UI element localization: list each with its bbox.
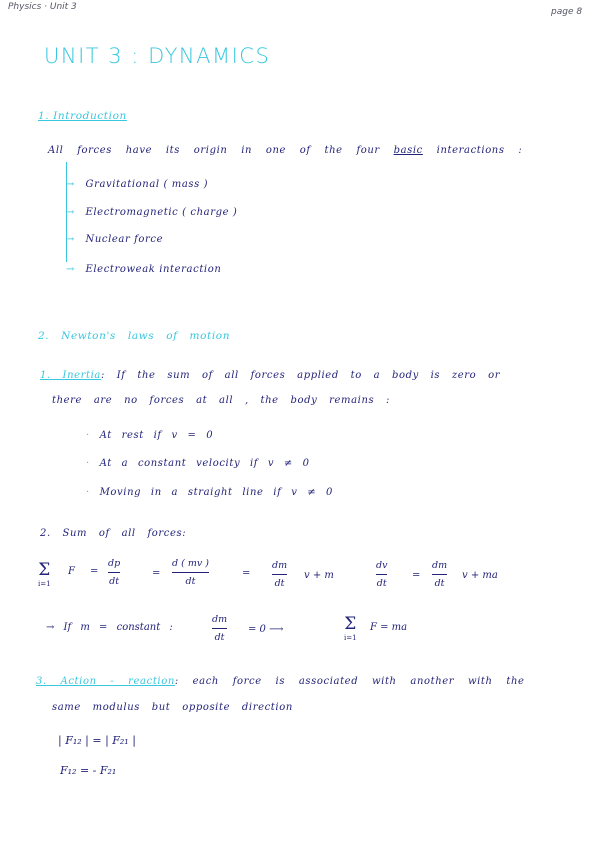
section-introduction-heading: 1. Introduction — [38, 110, 127, 122]
term-v-plus-m: v + m — [304, 570, 334, 581]
sigma-sum — [38, 560, 51, 588]
arrow-right-icon: → — [66, 207, 75, 218]
sigma-icon: Σ — [344, 614, 357, 634]
if-m-constant: → If m = constant : — [46, 622, 173, 633]
action-reaction-line-1 — [36, 676, 525, 687]
equals-zero-arrow: = 0 ⟶ — [248, 624, 284, 635]
fraction-numerator: d ( mv ) — [172, 558, 209, 569]
inertia-text-1: : If the sum of all forces applied to a body is zero or — [101, 370, 501, 381]
intro-sentence-end: interactions : — [436, 145, 523, 156]
result-f-equals-ma: F = ma — [370, 622, 408, 633]
fraction-denominator: dt — [185, 576, 196, 587]
inertia-label: 1. Inertia — [40, 370, 101, 381]
bullet-dot-icon: · — [86, 458, 90, 469]
sigma-icon: Σ — [38, 560, 51, 580]
interaction-label: Electromagnetic ( charge ) — [85, 207, 238, 218]
sigma-index: i=1 — [344, 634, 357, 642]
section-newton-heading: 2. Newton's laws of motion — [38, 330, 231, 342]
sigma-index: i=1 — [38, 580, 51, 588]
action-reaction-label: 3. Action - reaction — [36, 676, 175, 687]
intro-sentence-start: All forces have its origin in one of the four — [48, 145, 380, 156]
equals-sign: = — [152, 568, 161, 579]
fraction-dm-dt-2 — [432, 560, 447, 589]
inertia-bullet-text: Moving in a straight line if v ≠ 0 — [99, 487, 333, 498]
inertia-line-2: there are no forces at all , the body remains : — [52, 395, 390, 406]
fraction-denominator: dt — [274, 578, 285, 589]
arrow-right-icon: → — [66, 264, 75, 275]
page-header-left: Physics · Unit 3 — [8, 2, 77, 12]
fraction-denominator: dt — [376, 578, 387, 589]
fraction-dm-dt-3 — [212, 614, 227, 643]
intro-sentence — [48, 145, 522, 156]
interaction-label: Gravitational ( mass ) — [85, 179, 209, 190]
inertia-line-1 — [40, 370, 500, 381]
fraction-numerator: dm — [272, 560, 288, 571]
interaction-item — [66, 200, 237, 219]
term-v-plus-ma: v + ma — [462, 570, 498, 581]
force-vector: F — [68, 566, 75, 577]
inertia-bullet — [86, 458, 310, 469]
intro-sentence-basic: basic — [393, 145, 423, 156]
fraction-denominator: dt — [109, 576, 120, 587]
fraction-numerator: dm — [432, 560, 448, 571]
fraction-dmv-dt — [172, 558, 209, 587]
fraction-dp-dt — [108, 558, 120, 587]
equals-sign: = — [90, 566, 99, 577]
action-reaction-text-1: : each force is associated with another with the — [174, 676, 525, 687]
bullet-dot-icon: · — [86, 430, 90, 441]
modulus-equation: | F₁₂ | = | F₂₁ | — [58, 734, 136, 747]
sigma-sum-2 — [344, 614, 357, 642]
inertia-bullet-text: At rest if v = 0 — [99, 430, 214, 441]
fraction-dv-dt — [376, 560, 387, 589]
fraction-dm-dt — [272, 560, 287, 589]
interaction-label: Electroweak interaction — [85, 264, 222, 275]
interaction-label: Nuclear force — [85, 234, 164, 245]
interaction-item — [66, 172, 208, 191]
equals-sign: = — [242, 568, 251, 579]
fraction-numerator: dp — [108, 558, 121, 569]
action-reaction-line-2: same modulus but opposite direction — [52, 702, 293, 713]
page-title: UNIT 3 : DYNAMICS — [44, 44, 271, 68]
fraction-denominator: dt — [214, 632, 225, 643]
sum-forces-label: 2. Sum of all forces: — [40, 528, 187, 539]
inertia-bullet — [86, 487, 333, 498]
interaction-item — [66, 227, 163, 246]
equals-sign: = — [412, 570, 421, 581]
vector-equation: F₁₂ = - F₂₁ — [60, 764, 117, 777]
page-number: page 8 — [551, 7, 583, 17]
arrow-right-icon: → — [66, 179, 75, 190]
bullet-dot-icon: · — [86, 487, 90, 498]
arrow-right-icon: → — [66, 234, 75, 245]
inertia-bullet — [86, 430, 213, 441]
fraction-numerator: dv — [376, 560, 388, 571]
inertia-bullet-text: At a constant velocity if v ≠ 0 — [99, 458, 310, 469]
fraction-denominator: dt — [434, 578, 445, 589]
fraction-numerator: dm — [212, 614, 228, 625]
interaction-item — [66, 257, 221, 276]
